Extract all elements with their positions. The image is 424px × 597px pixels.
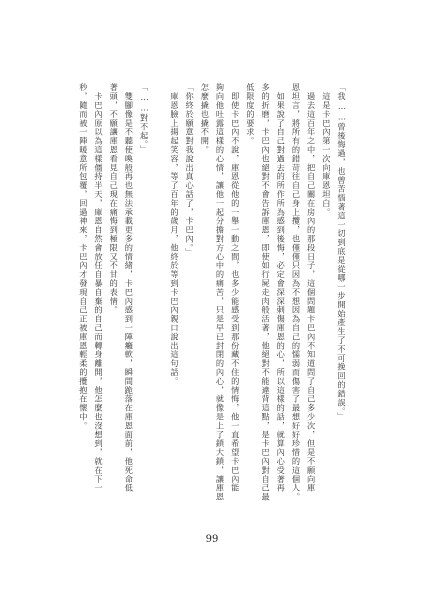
vertical-text-block bbox=[78, 83, 348, 523]
text-column: 「我……曾後悔過，也曾苦惱著這一切到底是從哪一步開始產生了不可挽回的錯誤。」 bbox=[337, 83, 347, 421]
text-column: 秒，隨而被一陣暖意所包覆，回過神來，卡巴內才發現自己正被庫恩輕柔的攬抱在懷中。 bbox=[78, 83, 89, 431]
text-column: 雙腳像是不聽使喚般再也無法承載更多的情緒，卡巴內感到一陣癱軟，瞬間跪落在庫恩面前，他死命低 bbox=[124, 83, 135, 493]
page-number: 99 bbox=[205, 534, 219, 545]
text-column: 多的折磨，卡巴內也絕對不會告訴庫恩，即使如行屍走肉般活著，他絕對不能違背這點，是卡巴內對自己最 bbox=[261, 83, 272, 502]
text-column: 卡巴內原以為這樣僵持半天，庫恩自然會放任自暴自棄的自己而轉身離開，他怎麼也沒想到，就在下一 bbox=[94, 83, 104, 493]
text-column: 恩坦言，將所有的錯苛往自己身上攬，也僅僅只因為不想因為自己的懦弱而傷害了最想好好珍惜的這個人。 bbox=[291, 83, 302, 502]
text-column: 「你終於願意對我說出真心話了，卡巴內。」 bbox=[185, 83, 196, 257]
text-column: 著頭，不願讓庫恩看見自己現在痛悔到極限又不甘的表情。 bbox=[109, 83, 120, 315]
text-column: 如果說了自己對過去的所作所為感到後悔，必定會深深刺傷庫恩的心，所以這樣的話，就算內心受著再 bbox=[276, 83, 287, 493]
text-column: 低限度的要求。 bbox=[245, 83, 256, 146]
text-column: 這是卡巴內第一次向庫恩坦白。 bbox=[321, 83, 332, 217]
text-column: 怎麼撬也撬不開。 bbox=[200, 83, 211, 155]
text-column: 「……對不起。」 bbox=[139, 83, 150, 154]
text-column: 即使卡巴內不說，庫恩從他的一舉一動之間，也多少能感受到那份藏不住的情悔，他一直希望卡巴內能 bbox=[230, 83, 241, 493]
text-column: 過去這百年之中，把自己關在房內的那段日子，這個問題卡巴內不知道問了自己多少次，但是不願向庫 bbox=[306, 83, 317, 493]
text-column: 庫恩臉上揚起笑容，等了百年的歲月，他終於等到卡巴內親口說出這句話。 bbox=[169, 83, 180, 386]
text-column: 夠向他吐露這樣的心情，讓他一起分擔對方心中的痛苦，只是早已封閉的內心，就像是上了鎖大鎖，讓庫恩 bbox=[215, 83, 226, 502]
